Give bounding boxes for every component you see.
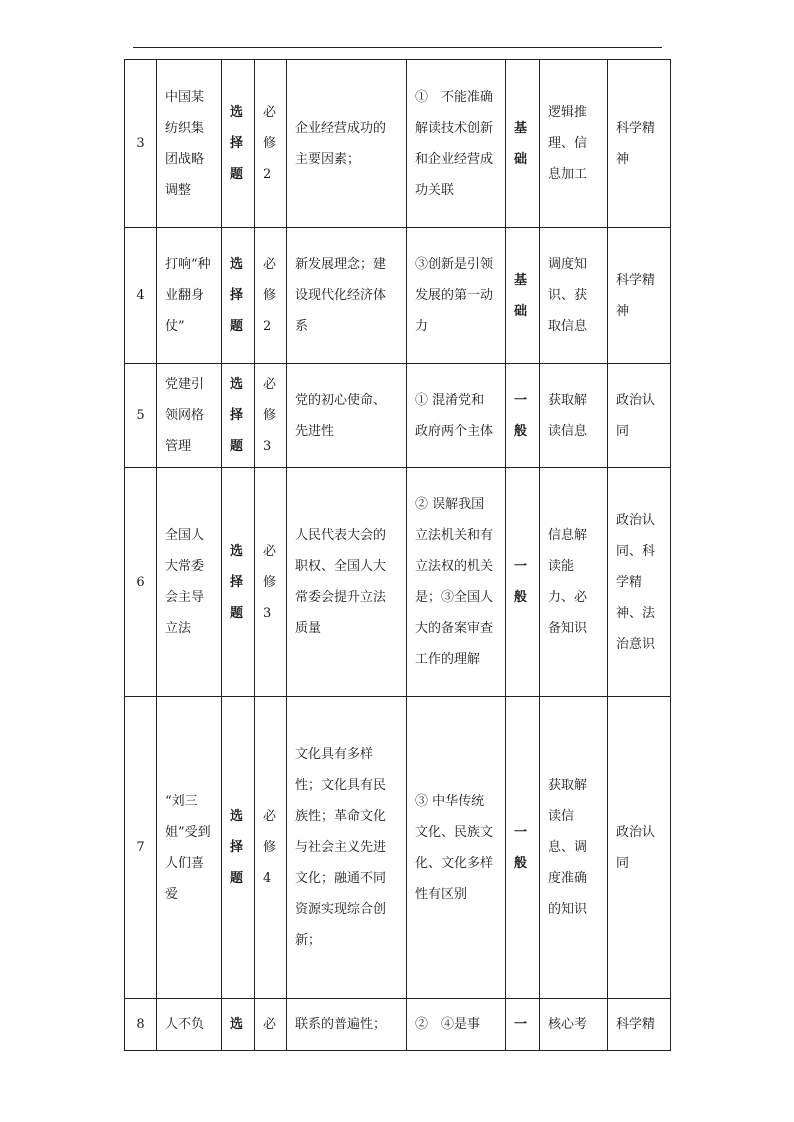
literacy-cell: 科学精神 [608,60,671,228]
module-cell: 必修2 [255,228,287,364]
material-cell: 人不负 [157,999,222,1051]
question-type-cell: 选择题 [222,468,255,697]
question-type-cell: 选择题 [222,364,255,468]
difficulty-cell: 一 [506,999,540,1051]
module-cell: 必修3 [255,364,287,468]
knowledge-point-cell: 新发展理念；建设现代化经济体系 [287,228,407,364]
module-cell: 必修2 [255,60,287,228]
literacy-cell: 政治认同 [608,697,671,999]
material-cell: 打响“种业翻身仗” [157,228,222,364]
error-cause-cell: ③ 中华传统文化、民族文化、文化多样性有区别 [407,697,506,999]
module-cell: 必修4 [255,697,287,999]
difficulty-cell: 基础 [506,228,540,364]
question-number: 7 [125,697,157,999]
material-cell: 中国某纺织集团战略调整 [157,60,222,228]
error-cause-cell: ① 不能准确解读技术创新和企业经营成功关联 [407,60,506,228]
question-type-cell: 选择题 [222,60,255,228]
literacy-cell: 科学精神 [608,228,671,364]
ability-cell: 核心考 [540,999,608,1051]
difficulty-cell: 一般 [506,364,540,468]
table-row [125,228,671,364]
difficulty-cell: 一般 [506,697,540,999]
table-row [125,60,671,228]
error-cause-cell: ② 误解我国立法机关和有立法权的机关是；③全国人大的备案审查工作的理解 [407,468,506,697]
header-rule [133,47,662,48]
table-row [125,697,671,999]
question-number: 5 [125,364,157,468]
literacy-cell: 政治认同 [608,364,671,468]
error-cause-cell: ② ④是事 [407,999,506,1051]
literacy-cell: 科学精 [608,999,671,1051]
question-analysis-table [124,59,671,1051]
knowledge-point-cell: 文化具有多样性；文化具有民族性；革命文化与社会主义先进文化；融通不同资源实现综合创新； [287,697,407,999]
material-cell: 党建引领网格管理 [157,364,222,468]
question-number: 3 [125,60,157,228]
knowledge-point-cell: 联系的普遍性； [287,999,407,1051]
question-number: 6 [125,468,157,697]
literacy-cell: 政治认同、科学精神、法治意识 [608,468,671,697]
question-type-cell: 选择题 [222,697,255,999]
error-cause-cell: ① 混淆党和政府两个主体 [407,364,506,468]
difficulty-cell: 一般 [506,468,540,697]
ability-cell: 获取解读信息 [540,364,608,468]
question-type-cell: 选择题 [222,228,255,364]
difficulty-cell: 基础 [506,60,540,228]
error-cause-cell: ③创新是引领发展的第一动力 [407,228,506,364]
module-cell: 必修3 [255,468,287,697]
table-row [125,468,671,697]
knowledge-point-cell: 企业经营成功的主要因素； [287,60,407,228]
module-cell: 必 [255,999,287,1051]
knowledge-point-cell: 人民代表大会的职权、全国人大常委会提升立法质量 [287,468,407,697]
material-cell: 全国人大常委会主导立法 [157,468,222,697]
question-number: 8 [125,999,157,1051]
material-cell: “刘三姐”受到人们喜爱 [157,697,222,999]
question-number: 4 [125,228,157,364]
ability-cell: 信息解读能力、必备知识 [540,468,608,697]
ability-cell: 调度知识、获取信息 [540,228,608,364]
question-type-cell: 选 [222,999,255,1051]
ability-cell: 逻辑推理、信息加工 [540,60,608,228]
table-row [125,999,671,1051]
ability-cell: 获取解读信息、调度准确的知识 [540,697,608,999]
table-row [125,364,671,468]
knowledge-point-cell: 党的初心使命、先进性 [287,364,407,468]
